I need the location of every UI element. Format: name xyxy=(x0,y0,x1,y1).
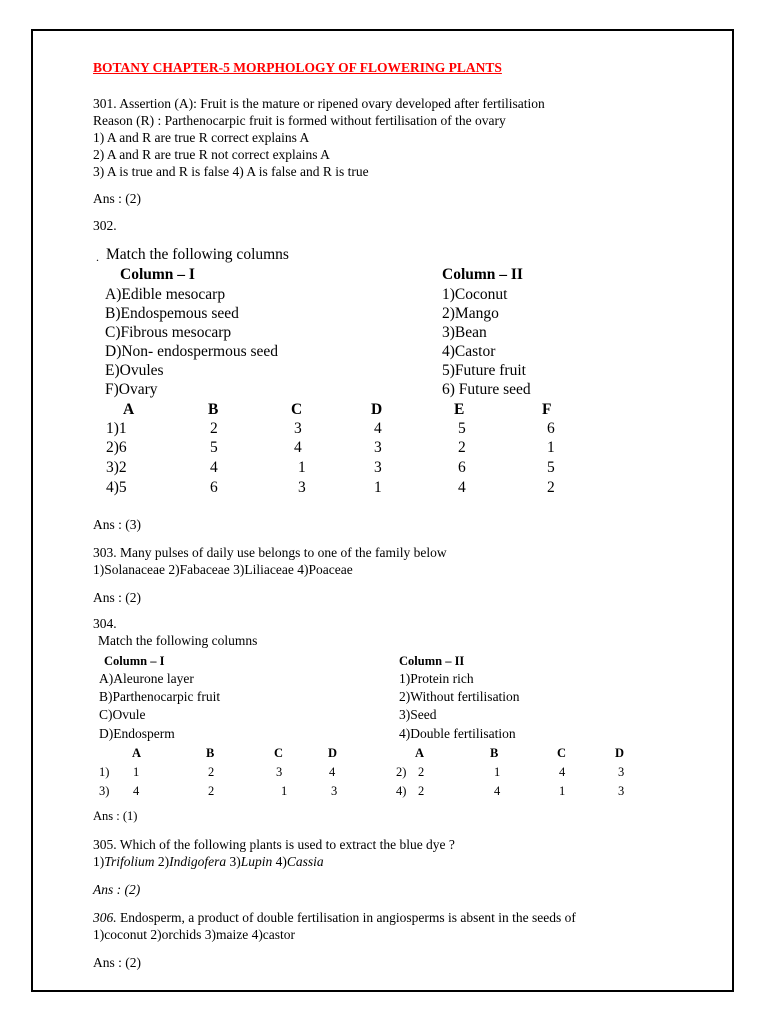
q302-grid-cell: 4 xyxy=(374,420,382,437)
q304-grid-cell: 1 xyxy=(281,784,288,798)
q302-col1-item: C)Fibrous mesocarp xyxy=(105,324,232,341)
q301-line: Reason (R) : Parthenocarpic fruit is formed without fertilisation of the ovary xyxy=(93,113,506,128)
q304-grid-letter: C xyxy=(274,746,284,760)
q302-column2-header: Column – II xyxy=(442,266,523,283)
q304-grid-cell: 1 xyxy=(559,784,566,798)
q304-grid-cell: 4 xyxy=(559,765,566,779)
q303-options: 1)Solanaceae 2)Fabaceae 3)Liliaceae 4)Poaceae xyxy=(93,562,353,577)
q302-col2-item: 5)Future fruit xyxy=(442,362,526,379)
q305-line: 305. Which of the following plants is used to extract the blue dye ? xyxy=(93,837,455,852)
q305-answer: Ans : (2) xyxy=(93,882,141,897)
q302-grid-cell: 1 xyxy=(547,439,555,456)
q305-options xyxy=(93,853,324,870)
q304-grid-letter: D xyxy=(328,746,338,760)
q304-grid-cell: 4 xyxy=(494,784,501,798)
q302-col1-item: E)Ovules xyxy=(105,362,164,379)
q302-col1-item: B)Endospemous seed xyxy=(105,305,239,322)
q302-grid-cell: 2 xyxy=(210,420,218,437)
q302-grid-letter: F xyxy=(542,401,552,418)
q302-grid-cell: 4 xyxy=(294,439,302,456)
q302-grid-letter: C xyxy=(291,401,303,418)
q302-answer: Ans : (3) xyxy=(93,517,141,532)
q304-col2-item: 3)Seed xyxy=(399,707,437,722)
q302-grid-cell: 5 xyxy=(547,459,555,476)
q302-col2-item: 2)Mango xyxy=(442,305,499,322)
q302-grid-letter: A xyxy=(123,401,135,418)
q304-grid-cell: 2 xyxy=(418,784,425,798)
q304-column2-header: Column – II xyxy=(399,654,465,668)
q304-number: 304. xyxy=(93,616,117,631)
q302-col2-item: 4)Castor xyxy=(442,343,496,360)
q302-col1-item: F)Ovary xyxy=(105,381,158,398)
q302-grid-cell: 3 xyxy=(374,459,382,476)
q304-col1-item: D)Endosperm xyxy=(99,726,175,741)
q302-grid-cell: 3)2 xyxy=(106,459,127,476)
q304-grid-cell: 1 xyxy=(494,765,501,779)
q304-col1-item: A)Aleurone layer xyxy=(99,671,194,686)
q302-col2-item: 6) Future seed xyxy=(442,381,531,398)
q302-col1-item: A)Edible mesocarp xyxy=(105,286,226,303)
q301-line: 1) A and R are true R correct explains A xyxy=(93,130,310,145)
q302-grid-cell: 6 xyxy=(458,459,466,476)
q304-col2-item: 2)Without fertilisation xyxy=(399,689,520,704)
q302-grid-cell: 4 xyxy=(458,479,466,496)
q301-line: 3) A is true and R is false 4) A is false and R is true xyxy=(93,164,369,179)
q306-text: Endosperm, a product of double fertilisation in angiosperms is absent in the seeds of xyxy=(116,910,576,925)
q302-grid-cell: 2)6 xyxy=(106,439,127,456)
q302-grid-cell: 5 xyxy=(210,439,218,456)
q304-col1-item: B)Parthenocarpic fruit xyxy=(99,689,221,704)
q302-grid-letter: B xyxy=(208,401,219,418)
q304-grid-cell: 3 xyxy=(618,784,625,798)
q302-grid-letter: D xyxy=(371,401,383,418)
q304-grid-cell: 3) xyxy=(99,784,110,798)
q302-col1-item: D)Non- endospermous seed xyxy=(105,343,279,360)
q304-grid-cell: 2 xyxy=(208,765,215,779)
q304-grid-cell: 1) xyxy=(99,765,110,779)
q305-option-name: Cassia xyxy=(286,854,324,869)
q304-col2-item: 4)Double fertilisation xyxy=(399,726,516,741)
q304-grid-cell: 2) xyxy=(396,765,407,779)
q302-grid-cell: 5 xyxy=(458,420,466,437)
q302-grid-cell: 6 xyxy=(547,420,555,437)
q304-grid-letter: D xyxy=(615,746,625,760)
q302-number: 302. xyxy=(93,218,117,233)
q304-grid-cell: 3 xyxy=(276,765,283,779)
q302-grid-cell: 3 xyxy=(374,439,382,456)
page-title: BOTANY CHAPTER-5 MORPHOLOGY OF FLOWERING PLANTS xyxy=(93,60,502,75)
q302-grid-cell: 4 xyxy=(210,459,218,476)
q305-option-number: 2) xyxy=(157,854,170,869)
q302-col2-item: 1)Coconut xyxy=(442,286,508,303)
q304-grid-cell: 2 xyxy=(208,784,215,798)
q301-line: 301. Assertion (A): Fruit is the mature or ripened ovary developed after fertilisation xyxy=(93,96,545,111)
q306-number: 306. xyxy=(93,910,117,925)
q304-grid-cell: 4) xyxy=(396,784,407,798)
q302-grid-letter: E xyxy=(454,401,465,418)
q305-option-name: Lupin xyxy=(240,854,273,869)
q306-line xyxy=(93,909,576,926)
q304-heading: Match the following columns xyxy=(98,633,258,648)
q302-heading: Match the following columns xyxy=(106,246,289,263)
q304-grid-cell: 2 xyxy=(418,765,425,779)
q302-grid-cell: 3 xyxy=(298,479,306,496)
q304-grid-cell: 3 xyxy=(618,765,625,779)
q302-grid-cell: 3 xyxy=(294,420,302,437)
q304-grid-letter: C xyxy=(557,746,567,760)
q304-grid-letter: A xyxy=(415,746,425,760)
q304-grid-cell: 3 xyxy=(331,784,338,798)
q304-grid-cell: 1 xyxy=(133,765,140,779)
q304-column1-header: Column – I xyxy=(104,654,165,668)
q304-col2-item: 1)Protein rich xyxy=(399,671,474,686)
q305-option-number: 3) xyxy=(229,854,241,869)
q302-grid-cell: 1 xyxy=(298,459,306,476)
q303-line: 303. Many pulses of daily use belongs to one of the family below xyxy=(93,545,447,560)
q302-col2-item: 3)Bean xyxy=(442,324,487,341)
q301-answer: Ans : (2) xyxy=(93,191,141,206)
q302-grid-cell: 1)1 xyxy=(106,420,127,437)
q304-grid-letter: B xyxy=(490,746,499,760)
q305-option-number: 4) xyxy=(275,854,287,869)
q302-grid-cell: 6 xyxy=(210,479,218,496)
q304-grid-cell: 4 xyxy=(329,765,336,779)
q304-grid-cell: 4 xyxy=(133,784,140,798)
q302-grid-cell: 1 xyxy=(374,479,382,496)
q305-option-name: Indigofera xyxy=(169,854,227,869)
q302-column1-header: Column – I xyxy=(120,266,195,283)
q305-option-number: 1) xyxy=(93,854,105,869)
q301-line: 2) A and R are true R not correct explains A xyxy=(93,147,330,162)
q304-grid-letter: B xyxy=(206,746,215,760)
q302-grid-cell: 4)5 xyxy=(106,479,127,496)
q304-grid-letter: A xyxy=(132,746,142,760)
q305-option-name: Trifolium xyxy=(104,854,155,869)
q303-answer: Ans : (2) xyxy=(93,590,141,605)
q302-grid-cell: 2 xyxy=(547,479,555,496)
q304-answer: Ans : (1) xyxy=(93,809,138,823)
q304-col1-item: C)Ovule xyxy=(99,707,146,722)
q302-grid-cell: 2 xyxy=(458,439,466,456)
q306-options: 1)coconut 2)orchids 3)maize 4)castor xyxy=(93,927,296,942)
q306-answer: Ans : (2) xyxy=(93,955,141,970)
